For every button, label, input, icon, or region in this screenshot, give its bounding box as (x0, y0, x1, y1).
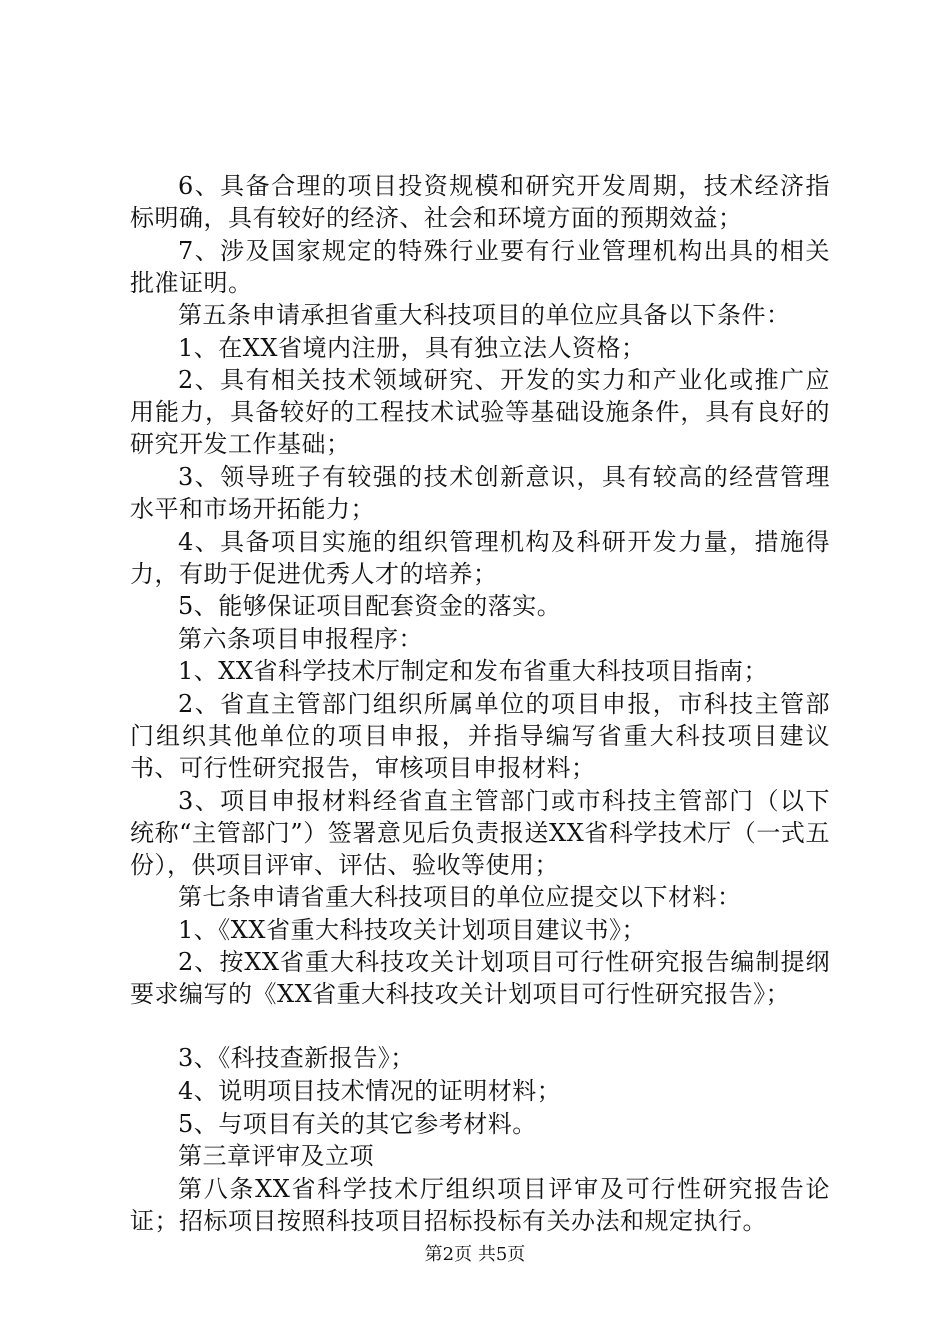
article-6-heading: 第六条项目申报程序： (178, 624, 423, 653)
article-6-item-1: 1、XX省科学技术厅制定和发布省重大科技项目指南； (178, 657, 768, 686)
paragraph-item-6: 6、具备合理的项目投资规模和研究开发周期，技术经济指标明确，具有较好的经济、社会和环境方面的预期效益； (130, 172, 830, 232)
article-7-item-5: 5、与项目有关的其它参考材料。 (178, 1109, 537, 1138)
article-7-item-2: 2、按XX省重大科技攻关计划项目可行性研究报告编制提纲要求编写的《XX省重大科技攻关计划项目可行性研究报告》； (130, 948, 830, 1009)
article-7-item-4: 4、说明项目技术情况的证明材料； (178, 1076, 562, 1105)
article-5-item-4: 4、具备项目实施的组织管理机构及科研开发力量，措施得力，有助于促进优秀人才的培养； (130, 527, 830, 588)
article-6-item-3: 3、项目申报材料经省直主管部门或市科技主管部门（以下统称“主管部门”）签署意见后负责报送XX省科学技术厅（一式五份），供项目评审、评估、验收等使用； (130, 786, 830, 879)
article-5-item-1: 1、在XX省境内注册，具有独立法人资格； (178, 333, 646, 362)
page-number-footer: 第2页 共5页 (424, 1244, 526, 1265)
document-body (130, 170, 830, 1237)
article-7-item-3: 3、《科技查新报告》； (178, 1044, 415, 1073)
article-5-item-3: 3、领导班子有较强的技术创新意识，具有较高的经营管理水平和市场开拓能力； (130, 462, 830, 523)
article-7-heading: 第七条申请省重大科技项目的单位应提交以下材料： (178, 883, 742, 912)
article-7-item-1: 1、《XX省重大科技攻关计划项目建议书》； (178, 915, 646, 944)
chapter-3-heading: 第三章评审及立项 (178, 1142, 374, 1171)
article-5-heading: 第五条申请承担省重大科技项目的单位应具备以下条件： (178, 301, 791, 330)
article-5-item-5: 5、能够保证项目配套资金的落实。 (178, 592, 562, 621)
article-5-item-2: 2、具有相关技术领域研究、开发的实力和产业化或推广应用能力，具备较好的工程技术试验等基础设施条件，具有良好的研究开发工作基础； (130, 366, 830, 459)
article-6-item-2: 2、省直主管部门组织所属单位的项目申报，市科技主管部门组织其他单位的项目申报，并指导编写省重大科技项目建议书、可行性研究报告，审核项目申报材料； (130, 689, 830, 782)
paragraph-item-7: 7、涉及国家规定的特殊行业要有行业管理机构出具的相关批准证明。 (130, 236, 830, 297)
article-8-text: 第八条XX省科学技术厅组织项目评审及可行性研究报告论证；招标项目按照科技项目招标投标有关办法和规定执行。 (130, 1174, 830, 1235)
